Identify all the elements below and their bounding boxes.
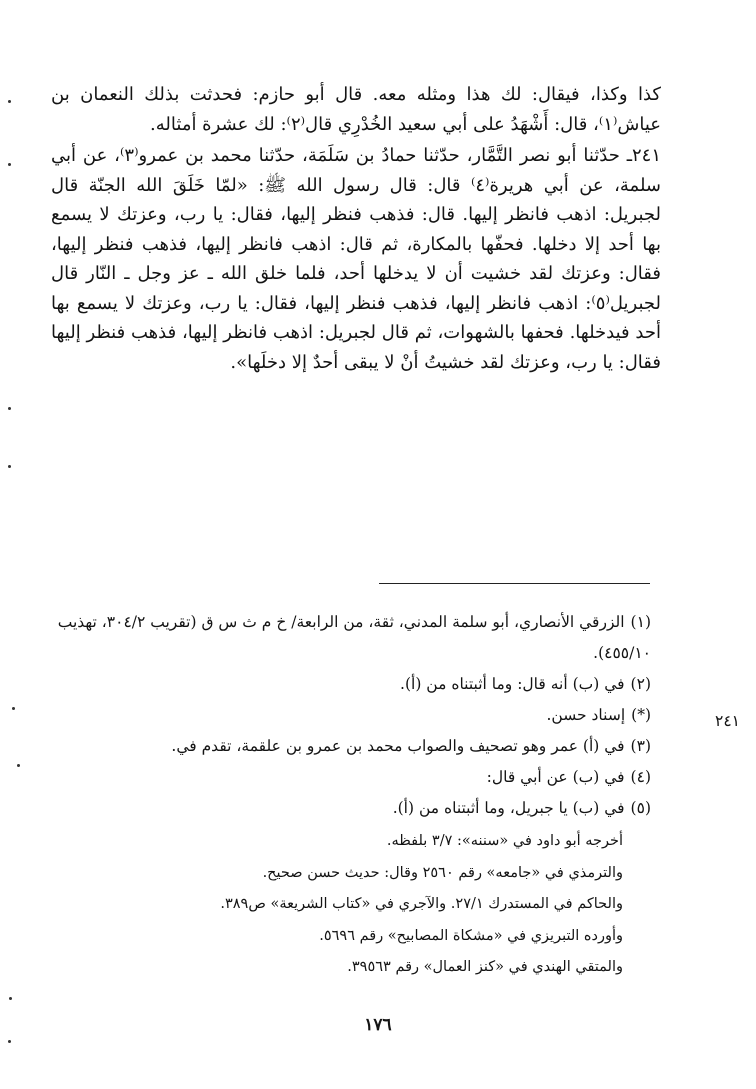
scan-speck [9, 997, 12, 1000]
paragraph-continuation [51, 80, 661, 139]
footnote-5 [41, 793, 651, 824]
footnote-3 [41, 731, 651, 762]
footnote-number: (*) [631, 706, 651, 724]
scan-speck [8, 100, 11, 103]
footnote-asterisk [41, 700, 651, 731]
scan-speck [12, 707, 15, 710]
page-number: ١٧٦ [364, 1015, 392, 1035]
footnote-1 [41, 607, 651, 669]
footnote-number: (٥) [630, 799, 651, 817]
footnote-separator [379, 583, 650, 584]
source-line: أخرجه أبو داود في «سننه»: ٣/٧ بلفظه. [386, 833, 623, 849]
takhrij-sources [41, 826, 651, 984]
hadith-number: ٢٤١ [631, 145, 661, 166]
footnote-number: (٢) [630, 675, 651, 693]
scan-speck [17, 764, 20, 767]
source-line: والمتقي الهندي في «كنز العمال» رقم ٣٩٥٦٣. [347, 959, 623, 975]
footnote-text: في (ب) أنه قال: وما أثبتناه من (أ). [400, 675, 625, 693]
scan-speck [8, 465, 11, 468]
footnote-text: في (أ) عمر وهو تصحيف والصواب محمد بن عمرو بن علقمة، تقدم في. [171, 737, 625, 755]
paragraph-line-1: كذا وكذا، فيقال: لك هذا ومثله معه. قال أبو حازم: فحدثت بذلك النعمان بن عياش⁽١⁾، قال: [51, 84, 661, 135]
paragraph-line-2: أَشْهَدُ على أبي سعيد الخُدْرِي قال⁽٢⁾: لك عشرة أمثاله. [150, 113, 549, 135]
hadith-paragraph [51, 141, 661, 377]
scan-speck [8, 163, 11, 166]
margin-hadith-number: ٢٤١ [715, 712, 740, 730]
footnote-number: (٤) [630, 768, 651, 786]
footnote-text: في (ب) عن أبي قال: [486, 768, 625, 786]
footnotes [41, 607, 651, 984]
source-line: والترمذي في «جامعه» رقم ٢٥٦٠ وقال: حديث حسن صحيح. [262, 864, 623, 881]
footnote-number: (١) [630, 613, 651, 631]
footnote-2 [41, 669, 651, 700]
footnote-text: في (ب) يا جبريل، وما أثبتناه من (أ). [392, 799, 625, 817]
footnote-text: الزرقي الأنصاري، أبو سلمة المدني، ثقة، من الرابعة/ خ م ث س ق (تقريب ٣٠٤/٢، تهذيب ٤٥٥/١٠). [57, 613, 651, 662]
footnote-4 [41, 762, 651, 793]
footnote-number: (٣) [630, 737, 651, 755]
source-line: والحاكم في المستدرك ٢٧/١. والآجري في «كتاب الشريعة» ص٣٨٩. [220, 896, 623, 912]
source-line: وأورده التبريزي في «مشكاة المصابيح» رقم ٥٦٩٦. [319, 927, 623, 944]
main-text [51, 80, 661, 377]
scan-speck [8, 1040, 11, 1043]
hadith-text: ـ حدّثنا أبو نصر التَّمَّار، حدّثنا حمادُ بن سَلَمَة، حدّثنا محمد بن عمرو⁽٣⁾، عن أبي سلمة، عن أبي هريرة⁽٤⁾ قال: قال رسول الله ﷺ: «لمّا خَلَقَ الله الجنّة قال لجبريل: اذهب فانظر إليها. قال: فذهب فنظر إليها، فقال: يا رب، وعزتك لا يسمع بها أحد إلا دخلها. فحفّها بالمكارة، ثم قال: اذهب فانظر إليها، فذهب فنظر إليها، فقال: وعزتك لقد خشيت أن لا يدخلها أحد، فلما خلق الله ـ عز وجل ـ النّار قال لجبريل⁽٥⁾: اذهب فانظر إليها، فذهب فنظر إليها، فقال: يا رب، وعزتك لا يسمع بها أحد فيدخلها. فحفها بالشهوات، ثم قال لجبريل: اذهب فانظر إليها، فذهب فنظر إليها فقال: يا رب، وعزتك لقد خشيتُ أنْ لا يبقى أحدٌ إلا دخلَها». [51, 145, 661, 373]
footnote-text: إسناد حسن. [546, 706, 626, 724]
scan-speck [8, 407, 11, 410]
